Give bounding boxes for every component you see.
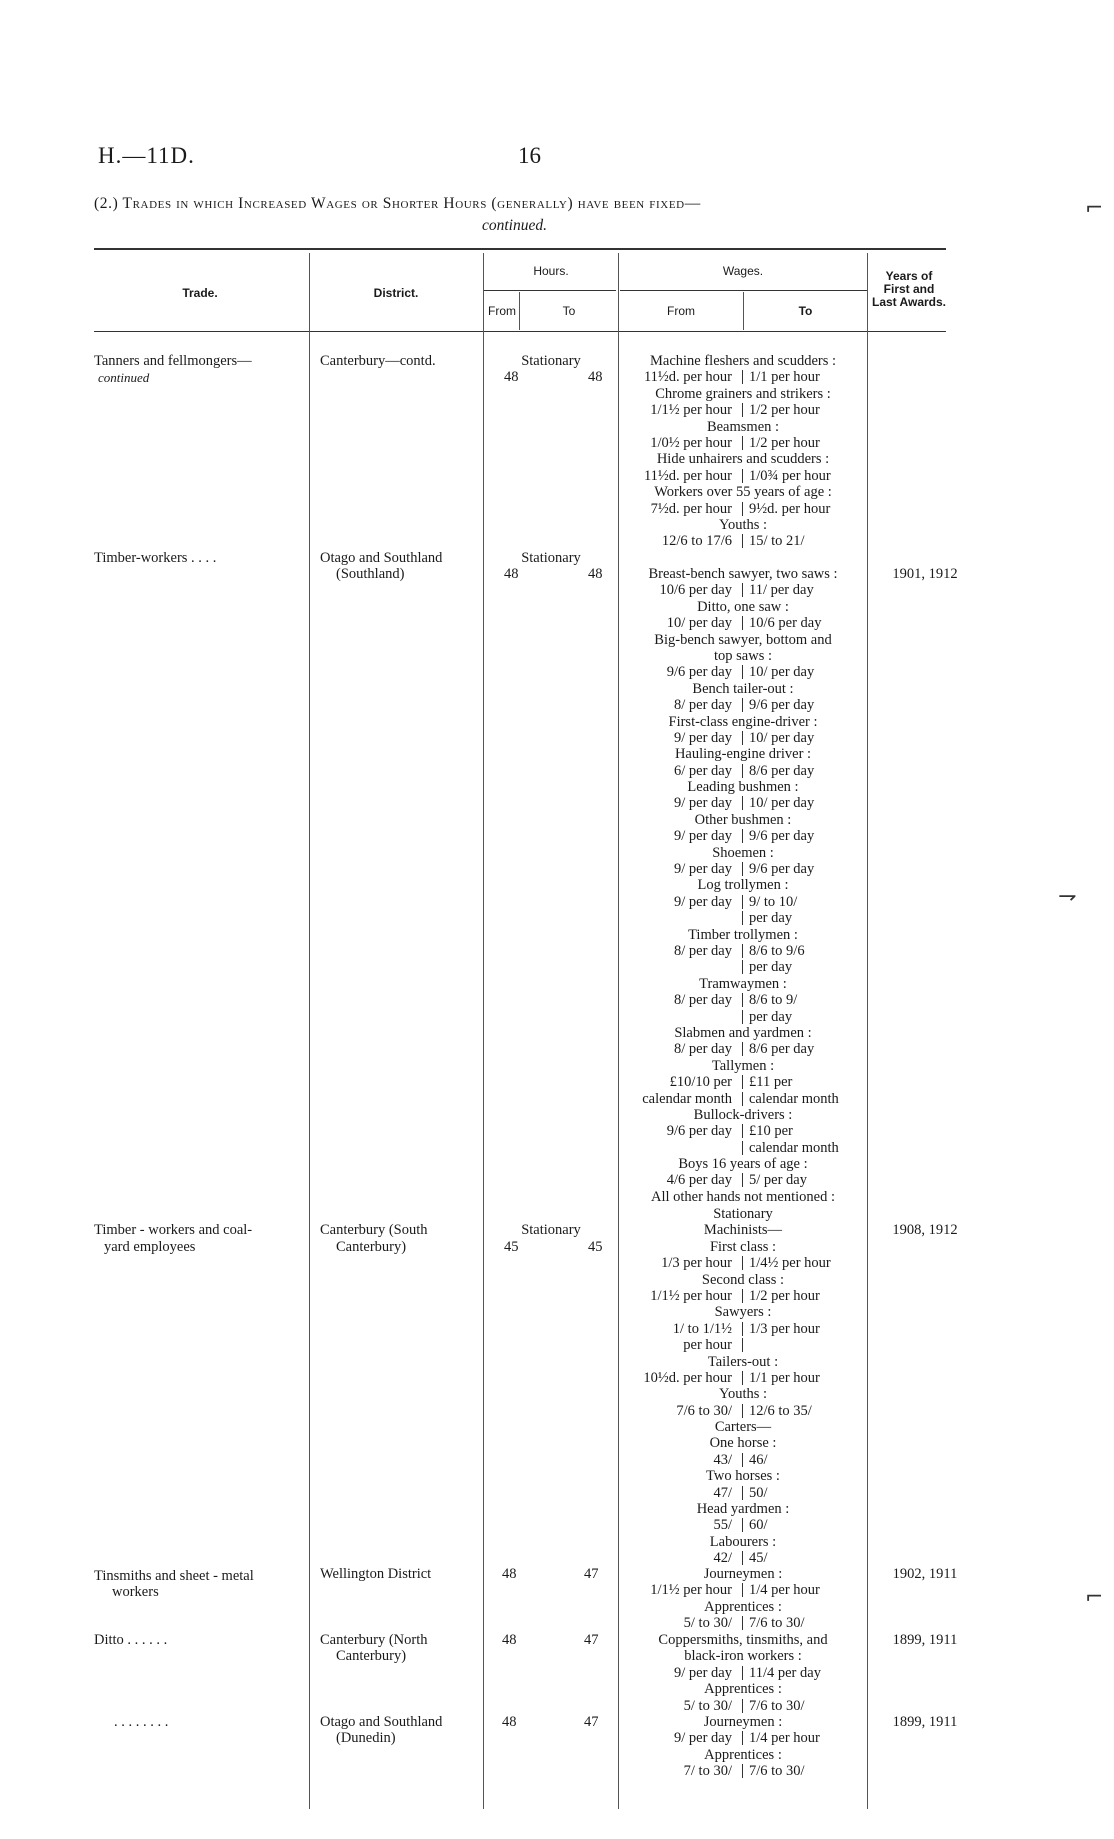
wage-separator bbox=[742, 1583, 743, 1597]
row-hours-to: 47 bbox=[584, 1714, 599, 1730]
wage-separator bbox=[742, 1699, 743, 1713]
wage-from: 55/ bbox=[713, 1517, 732, 1534]
row-years: 1899, 1911 bbox=[892, 1714, 958, 1730]
document-reference: H.—11D. bbox=[98, 143, 195, 168]
row-hours-to: 48 bbox=[588, 369, 603, 385]
wage-to: 7/6 to 30/ bbox=[749, 1697, 805, 1714]
wage-to: 50/ bbox=[749, 1484, 768, 1501]
wage-from: 6/ per day bbox=[674, 762, 732, 779]
wage-to: 1/2 per hour bbox=[749, 434, 820, 451]
wage-to: 10/6 per day bbox=[749, 615, 822, 632]
wage-rate-line bbox=[620, 369, 866, 385]
wage-separator bbox=[742, 1010, 743, 1024]
wage-separator bbox=[742, 1453, 743, 1467]
row-years: 1899, 1911 bbox=[892, 1632, 958, 1648]
wage-rate-line bbox=[620, 501, 866, 517]
wage-to: 1/2 per hour bbox=[749, 402, 820, 419]
wage-category: Carters— bbox=[714, 1419, 772, 1436]
wage-from: 9/ per day bbox=[674, 1664, 732, 1681]
wage-separator bbox=[742, 960, 743, 974]
wage-to: 1/4½ per hour bbox=[749, 1255, 831, 1272]
column-header-wages-to: To bbox=[798, 304, 813, 318]
row-trade-cont: workers bbox=[112, 1584, 159, 1600]
row-district-cont: Canterbury) bbox=[336, 1648, 407, 1664]
column-header-district: District. bbox=[373, 286, 419, 300]
wage-separator bbox=[742, 1338, 743, 1352]
wage-separator bbox=[742, 1616, 743, 1630]
wage-category: All other hands not mentioned : bbox=[650, 1188, 836, 1205]
wage-separator bbox=[742, 698, 743, 712]
wage-to: 1/4 per hour bbox=[749, 1730, 820, 1747]
wage-to: 9/6 per day bbox=[749, 828, 815, 845]
wage-rate-line bbox=[620, 959, 866, 975]
wage-rate-line bbox=[620, 697, 866, 713]
column-header-years: Years of First and Last Awards. bbox=[871, 269, 947, 309]
wage-from: 7/6 to 30/ bbox=[676, 1402, 732, 1419]
wage-category: One horse : bbox=[709, 1435, 777, 1452]
wage-rate-line bbox=[620, 468, 866, 484]
row-trade: Timber - workers and coal- bbox=[94, 1222, 253, 1238]
row-district: Otago and Southland bbox=[320, 550, 443, 566]
wage-to: 1/1 per hour bbox=[749, 1369, 820, 1386]
wage-from: 1/1½ per hour bbox=[650, 402, 732, 419]
wage-to: per day bbox=[749, 910, 793, 927]
wage-from: 9/ per day bbox=[674, 893, 732, 910]
wage-from: 10½d. per hour bbox=[643, 1369, 732, 1386]
wage-category: Tailers-out : bbox=[707, 1353, 779, 1370]
wage-to: 1/2 per hour bbox=[749, 1287, 820, 1304]
row-years: 1902, 1911 bbox=[892, 1566, 958, 1582]
wage-category: Coppersmiths, tinsmiths, and bbox=[658, 1632, 828, 1648]
wage-category: Youths : bbox=[718, 516, 768, 533]
wage-rate-line bbox=[620, 1009, 866, 1025]
row-hours-label: Stationary bbox=[521, 1222, 581, 1238]
wage-rate-line bbox=[620, 828, 866, 844]
row-district-cont: (Southland) bbox=[336, 566, 405, 582]
wage-category: Sawyers : bbox=[714, 1304, 772, 1321]
wage-category: Ditto, one saw : bbox=[697, 598, 789, 615]
wage-to: £11 per bbox=[749, 1074, 793, 1091]
wage-rate-line bbox=[620, 533, 866, 549]
wage-separator bbox=[742, 1371, 743, 1385]
row-hours-label: Stationary bbox=[521, 550, 581, 566]
wage-category: First-class engine-driver : bbox=[668, 713, 818, 730]
wage-from: per hour bbox=[683, 1337, 732, 1354]
wage-rate-line bbox=[620, 1582, 866, 1598]
wage-separator bbox=[742, 1731, 743, 1745]
wage-category: Tramwaymen : bbox=[699, 975, 787, 992]
wage-rate-line bbox=[620, 1255, 866, 1271]
wage-rate-line bbox=[620, 763, 866, 779]
row-trade: . . . . . . . . bbox=[114, 1714, 169, 1730]
row-hours-from: 48 bbox=[502, 1632, 517, 1648]
row-wages bbox=[620, 1206, 866, 1567]
wage-category: Hauling-engine driver : bbox=[674, 746, 812, 763]
wage-to: 5/ per day bbox=[749, 1172, 807, 1189]
wage-rate-line bbox=[620, 1172, 866, 1188]
wage-separator bbox=[742, 616, 743, 630]
row-wages bbox=[620, 1632, 866, 1714]
wage-category: First class : bbox=[709, 1238, 777, 1255]
wage-to: 1/0¾ per hour bbox=[749, 467, 831, 484]
wage-to: 12/6 to 35/ bbox=[749, 1402, 812, 1419]
wage-from: 9/ per day bbox=[674, 795, 732, 812]
wage-separator bbox=[742, 502, 743, 516]
wage-rate-line bbox=[620, 1091, 866, 1107]
wage-from: 9/ per day bbox=[674, 729, 732, 746]
wage-from: calendar month bbox=[642, 1090, 732, 1107]
wage-from: 5/ to 30/ bbox=[683, 1697, 732, 1714]
margin-mark: ⌐ bbox=[1085, 196, 1104, 221]
wage-rate-line bbox=[620, 1403, 866, 1419]
wage-to: 45/ bbox=[749, 1550, 768, 1567]
wage-separator bbox=[742, 895, 743, 909]
wage-from: 10/6 per day bbox=[659, 582, 732, 599]
wage-separator bbox=[742, 436, 743, 450]
wage-rate-line bbox=[620, 1041, 866, 1057]
wage-from: 1/1½ per hour bbox=[650, 1287, 732, 1304]
row-wages bbox=[620, 1714, 866, 1780]
wage-rate-line bbox=[620, 1123, 866, 1139]
wage-to: 46/ bbox=[749, 1451, 768, 1468]
wage-rate-line bbox=[620, 1665, 866, 1681]
row-trade: Timber-workers . . . . bbox=[94, 550, 217, 566]
wage-rate-line bbox=[620, 615, 866, 631]
wage-separator bbox=[742, 1404, 743, 1418]
column-divider bbox=[867, 253, 868, 1809]
wage-to: 11/4 per day bbox=[749, 1664, 821, 1681]
wage-separator bbox=[742, 1666, 743, 1680]
wage-category: Head yardmen : bbox=[696, 1501, 790, 1518]
wage-rate-line bbox=[620, 1763, 866, 1779]
row-trade: Tanners and fellmongers— bbox=[94, 353, 252, 369]
wage-rate-line bbox=[620, 435, 866, 451]
wage-rate-line bbox=[620, 1730, 866, 1746]
row-wages bbox=[620, 353, 866, 550]
wage-category: black-iron workers : bbox=[684, 1648, 802, 1665]
row-trade-cont: yard employees bbox=[104, 1239, 196, 1255]
table-top-rule bbox=[94, 248, 946, 250]
wage-to: 8/6 to 9/6 bbox=[749, 942, 805, 959]
wage-separator bbox=[742, 1141, 743, 1155]
row-district-cont: (Dunedin) bbox=[336, 1730, 396, 1746]
wage-from: 8/ per day bbox=[674, 1041, 732, 1058]
wage-from: 1/3 per hour bbox=[661, 1255, 732, 1272]
wage-separator bbox=[742, 1256, 743, 1270]
row-district-cont: Canterbury) bbox=[336, 1239, 407, 1255]
wage-category: Bench tailer-out : bbox=[692, 680, 794, 697]
wage-category: Journeymen : bbox=[703, 1566, 783, 1582]
wage-rate-line bbox=[620, 910, 866, 926]
wage-from: 1/1½ per hour bbox=[650, 1582, 732, 1599]
wage-from: 11½d. per hour bbox=[643, 369, 732, 386]
wage-category: Youths : bbox=[718, 1386, 768, 1403]
wage-from: 5/ to 30/ bbox=[683, 1615, 732, 1632]
wage-to: 9/6 per day bbox=[749, 861, 815, 878]
wage-category: Second class : bbox=[701, 1271, 785, 1288]
column-header-trade: Trade. bbox=[182, 286, 218, 300]
wage-to: per day bbox=[749, 959, 793, 976]
wage-from: 9/6 per day bbox=[666, 1123, 732, 1140]
row-hours-to: 48 bbox=[588, 566, 603, 582]
wage-rate-line bbox=[620, 730, 866, 746]
wage-rate-line bbox=[620, 1615, 866, 1631]
wage-separator bbox=[742, 583, 743, 597]
wage-to: £10 per bbox=[749, 1123, 793, 1140]
wage-from: 8/ per day bbox=[674, 992, 732, 1009]
wage-category: Hide unhairers and scudders : bbox=[656, 451, 830, 468]
wage-rate-line bbox=[620, 664, 866, 680]
row-hours-from: 48 bbox=[502, 1714, 517, 1730]
row-hours-to: 47 bbox=[584, 1566, 599, 1582]
column-divider bbox=[618, 253, 619, 1809]
wage-category: Beamsmen : bbox=[706, 418, 780, 435]
wage-separator bbox=[742, 1092, 743, 1106]
wage-category: Slabmen and yardmen : bbox=[674, 1024, 812, 1041]
row-hours-to: 47 bbox=[584, 1632, 599, 1648]
wage-separator bbox=[742, 1486, 743, 1500]
wage-rate-line bbox=[620, 992, 866, 1008]
wage-to: per day bbox=[749, 1008, 793, 1025]
wage-rate-line bbox=[620, 1698, 866, 1714]
row-wages bbox=[620, 566, 866, 1205]
wage-to: 11/ per day bbox=[749, 582, 814, 599]
wage-separator bbox=[742, 796, 743, 810]
wage-from: 7/ to 30/ bbox=[683, 1763, 732, 1780]
row-years: 1901, 1912 bbox=[892, 566, 958, 582]
wage-rate-line bbox=[620, 1337, 866, 1353]
wage-separator bbox=[742, 993, 743, 1007]
wage-rate-line bbox=[620, 1140, 866, 1156]
wage-separator bbox=[742, 469, 743, 483]
row-district: Wellington District bbox=[320, 1566, 432, 1582]
row-years: 1908, 1912 bbox=[892, 1222, 958, 1238]
wage-rate-line bbox=[620, 1452, 866, 1468]
wages-subrule bbox=[620, 290, 868, 291]
wage-to: 9/6 per day bbox=[749, 697, 815, 714]
row-trade-cont: continued bbox=[98, 370, 150, 385]
wage-category: Journeymen : bbox=[703, 1714, 783, 1730]
column-divider bbox=[309, 253, 310, 1809]
wage-separator bbox=[742, 764, 743, 778]
wage-from: £10/10 per bbox=[669, 1074, 732, 1091]
row-trade: Tinsmiths and sheet - metal bbox=[94, 1568, 254, 1584]
wage-category: Stationary bbox=[713, 1206, 773, 1222]
row-hours-to: 45 bbox=[588, 1239, 603, 1255]
page-number: 16 bbox=[518, 143, 541, 168]
wage-separator bbox=[742, 370, 743, 384]
wage-rate-line bbox=[620, 1288, 866, 1304]
wage-to: 8/6 per day bbox=[749, 762, 815, 779]
wage-from: 1/0½ per hour bbox=[650, 434, 732, 451]
wage-separator bbox=[742, 862, 743, 876]
wage-separator bbox=[742, 1518, 743, 1532]
wage-category: Machinists— bbox=[703, 1222, 783, 1239]
wage-to: 7/6 to 30/ bbox=[749, 1615, 805, 1632]
wage-rate-line bbox=[620, 943, 866, 959]
wage-separator bbox=[742, 1075, 743, 1089]
column-header-wages: Wages. bbox=[722, 264, 764, 278]
wage-to: 9½d. per hour bbox=[749, 500, 831, 517]
wage-category: Shoemen : bbox=[712, 844, 774, 861]
wage-category: Apprentices : bbox=[704, 1681, 782, 1698]
wage-category: Bullock-drivers : bbox=[693, 1106, 793, 1123]
row-district: Canterbury—contd. bbox=[320, 353, 436, 369]
wage-rate-line bbox=[620, 1550, 866, 1566]
wage-category: Machine fleshers and scudders : bbox=[649, 353, 837, 369]
column-divider bbox=[483, 253, 484, 1809]
wage-from: 9/ per day bbox=[674, 1730, 732, 1747]
wage-category: Timber trollymen : bbox=[688, 926, 798, 943]
row-hours-label: Stationary bbox=[521, 353, 581, 369]
wage-from: 12/6 to 17/6 bbox=[661, 533, 732, 550]
row-wages bbox=[620, 1566, 866, 1632]
wage-to: 8/6 to 9/ bbox=[749, 992, 798, 1009]
wage-to: calendar month bbox=[749, 1139, 839, 1156]
row-district: Canterbury (North bbox=[320, 1632, 428, 1648]
wage-from: 9/6 per day bbox=[666, 664, 732, 681]
wage-separator bbox=[742, 534, 743, 548]
wage-separator bbox=[742, 731, 743, 745]
wage-from: 9/ per day bbox=[674, 861, 732, 878]
wage-from: 7½d. per hour bbox=[650, 500, 732, 517]
wage-category: Other bushmen : bbox=[694, 811, 792, 828]
wage-category: Apprentices : bbox=[704, 1598, 782, 1615]
row-district: Canterbury (South bbox=[320, 1222, 428, 1238]
wage-to: 60/ bbox=[749, 1517, 768, 1534]
wage-from: 8/ per day bbox=[674, 942, 732, 959]
wage-category: Big-bench sawyer, bottom and bbox=[654, 631, 832, 648]
wage-separator bbox=[742, 1551, 743, 1565]
wage-from: 11½d. per hour bbox=[643, 467, 732, 484]
wage-category: Leading bushmen : bbox=[687, 779, 799, 796]
wage-separator bbox=[742, 1173, 743, 1187]
column-header-hours-to: To bbox=[562, 304, 576, 318]
wage-separator bbox=[742, 1289, 743, 1303]
wage-category: Workers over 55 years of age : bbox=[654, 484, 832, 501]
wage-rate-line bbox=[620, 582, 866, 598]
row-hours-from: 48 bbox=[504, 566, 519, 582]
wage-from: 43/ bbox=[713, 1451, 732, 1468]
wage-from: 8/ per day bbox=[674, 697, 732, 714]
row-hours-from: 48 bbox=[502, 1566, 517, 1582]
margin-mark: ⇁ bbox=[1058, 884, 1077, 909]
wage-category: Breast-bench sawyer, two saws : bbox=[648, 566, 838, 582]
wage-separator bbox=[742, 829, 743, 843]
wage-from: 9/ per day bbox=[674, 828, 732, 845]
table-header-rule bbox=[94, 331, 946, 332]
wage-to: calendar month bbox=[749, 1090, 839, 1107]
wage-to: 10/ per day bbox=[749, 795, 815, 812]
wage-to: 1/1 per hour bbox=[749, 369, 820, 386]
wage-from: 10/ per day bbox=[666, 615, 732, 632]
hours-subrule bbox=[484, 290, 616, 291]
wage-separator bbox=[742, 1322, 743, 1336]
wage-from: 47/ bbox=[713, 1484, 732, 1501]
wage-separator bbox=[742, 944, 743, 958]
wage-rate-line bbox=[620, 1321, 866, 1337]
wage-to: 7/6 to 30/ bbox=[749, 1763, 805, 1780]
wage-to: 15/ to 21/ bbox=[749, 533, 805, 550]
wage-from: 4/6 per day bbox=[666, 1172, 732, 1189]
row-hours-from: 45 bbox=[504, 1239, 519, 1255]
wage-rate-line bbox=[620, 894, 866, 910]
table-title-continued: continued. bbox=[482, 217, 547, 234]
margin-mark: ⌐ bbox=[1085, 1585, 1104, 1610]
wage-separator bbox=[742, 1124, 743, 1138]
wage-to: 9/ to 10/ bbox=[749, 893, 798, 910]
row-hours-from: 48 bbox=[504, 369, 519, 385]
wage-category: Tallymen : bbox=[711, 1057, 775, 1074]
wage-to: 10/ per day bbox=[749, 729, 815, 746]
column-header-hours: Hours. bbox=[533, 264, 569, 278]
column-header-hours-from: From bbox=[488, 304, 516, 318]
wage-rate-line bbox=[620, 1485, 866, 1501]
wage-separator bbox=[742, 1042, 743, 1056]
wage-rate-line bbox=[620, 1370, 866, 1386]
column-header-wages-from: From bbox=[667, 304, 695, 318]
wage-rate-line bbox=[620, 402, 866, 418]
wage-from: 1/ to 1/1½ bbox=[672, 1320, 732, 1337]
wage-to: 1/3 per hour bbox=[749, 1320, 820, 1337]
wage-to: 8/6 per day bbox=[749, 1041, 815, 1058]
wage-to: 1/4 per hour bbox=[749, 1582, 820, 1599]
wage-category: Labourers : bbox=[709, 1533, 777, 1550]
wage-category: top saws : bbox=[714, 647, 772, 664]
wage-separator bbox=[742, 403, 743, 417]
wage-category: Apprentices : bbox=[704, 1746, 782, 1763]
wage-separator bbox=[742, 665, 743, 679]
table-title: (2.) Trades in which Increased Wages or Shorter Hours (generally) have been fixed— bbox=[94, 195, 701, 212]
wage-category: Two horses : bbox=[706, 1468, 780, 1485]
wage-to: 10/ per day bbox=[749, 664, 815, 681]
wage-rate-line bbox=[620, 1517, 866, 1533]
wage-from: 42/ bbox=[713, 1550, 732, 1567]
wage-rate-line bbox=[620, 861, 866, 877]
row-district: Otago and Southland bbox=[320, 1714, 443, 1730]
wage-rate-line bbox=[620, 1074, 866, 1090]
row-trade: Ditto . . . . . . bbox=[94, 1632, 168, 1648]
wage-rate-line bbox=[620, 795, 866, 811]
wage-category: Log trollymen : bbox=[697, 877, 789, 894]
wage-category: Chrome grainers and strikers : bbox=[655, 385, 831, 402]
wage-category: Boys 16 years of age : bbox=[678, 1156, 808, 1173]
wage-separator bbox=[742, 911, 743, 925]
wage-separator bbox=[742, 1764, 743, 1778]
